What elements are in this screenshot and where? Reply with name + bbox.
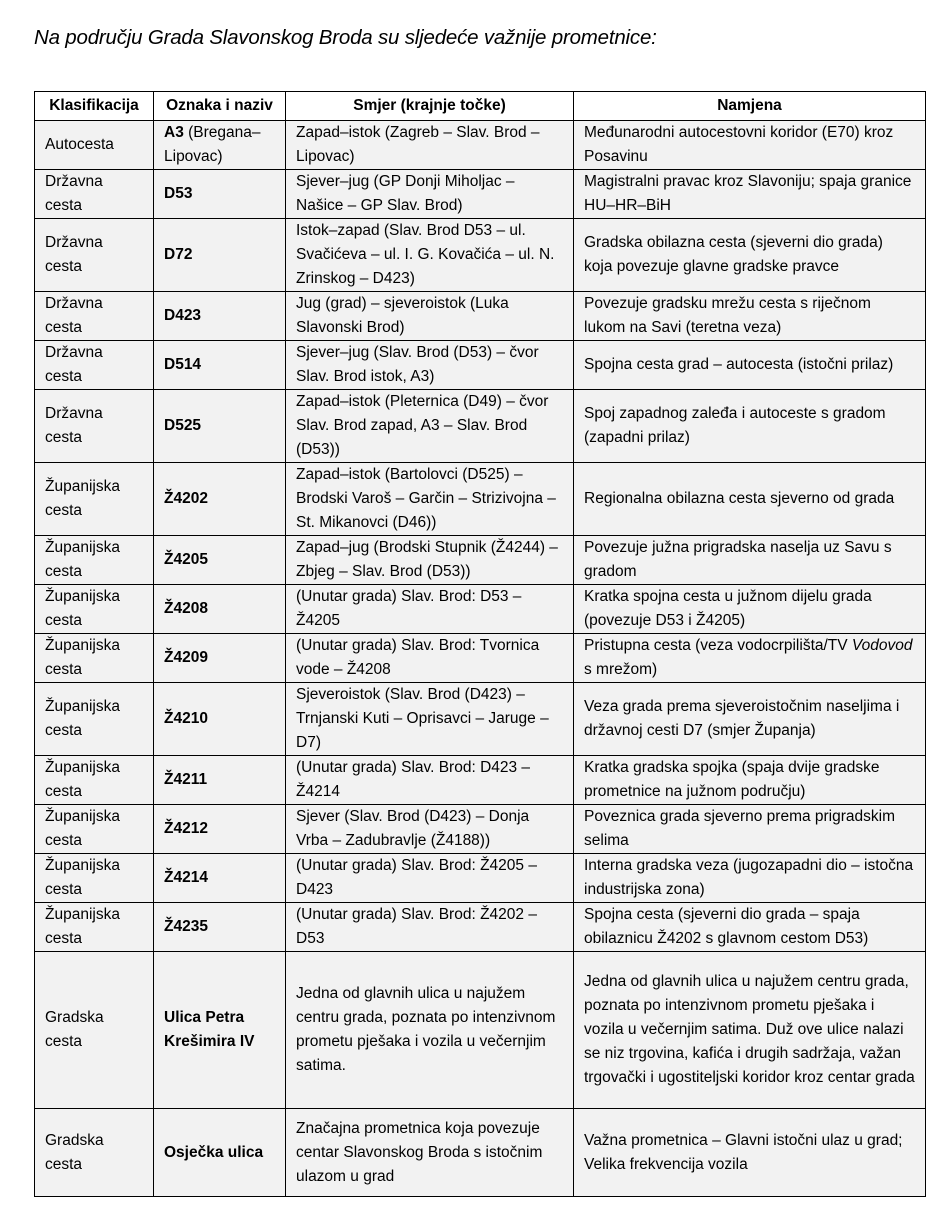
- header-oznaka: Oznaka i naziv: [154, 92, 286, 121]
- cell-klasifikacija: Županijska cesta: [35, 463, 154, 536]
- road-code: Ž4205: [164, 551, 208, 568]
- table-row: [35, 903, 926, 952]
- cell-smjer: Značajna prometnica koja povezuje centar Slavonskog Broda s istočnim ulazom u grad: [286, 1109, 574, 1197]
- cell-oznaka: [154, 390, 286, 463]
- cell-namjena: Jedna od glavnih ulica u najužem centru grada, poznata po intenzivnom prometu pješaka i vozila u večernjim satima. Duž ove ulice nalazi se niz trgovina, kafića i drugih sadržaja, važan trgovački i ugostiteljski koridor kroz centar grada: [574, 952, 926, 1109]
- cell-klasifikacija: Županijska cesta: [35, 585, 154, 634]
- cell-oznaka: [154, 805, 286, 854]
- cell-oznaka: [154, 170, 286, 219]
- cell-oznaka: [154, 683, 286, 756]
- table-row: [35, 805, 926, 854]
- cell-smjer: (Unutar grada) Slav. Brod: Ž4205 – D423: [286, 854, 574, 903]
- cell-klasifikacija: Gradska cesta: [35, 1109, 154, 1197]
- cell-oznaka: [154, 634, 286, 683]
- cell-klasifikacija: Gradska cesta: [35, 952, 154, 1109]
- cell-oznaka: [154, 854, 286, 903]
- table-row: [35, 585, 926, 634]
- road-code: A3: [164, 124, 184, 141]
- road-code: D514: [164, 356, 202, 373]
- road-code: D423: [164, 307, 202, 324]
- road-code: Ž4208: [164, 600, 208, 617]
- cell-oznaka: [154, 292, 286, 341]
- cell-oznaka: [154, 952, 286, 1109]
- cell-namjena: Poveznica grada sjeverno prema prigradskim selima: [574, 805, 926, 854]
- cell-namjena: Veza grada prema sjeveroistočnim naseljima i državnoj cesti D7 (smjer Županja): [574, 683, 926, 756]
- road-code: D53: [164, 185, 193, 202]
- cell-smjer: Sjeveroistok (Slav. Brod (D423) – Trnjanski Kuti – Oprisavci – Jaruge – D7): [286, 683, 574, 756]
- table-row: [35, 683, 926, 756]
- cell-namjena: Gradska obilazna cesta (sjeverni dio grada) koja povezuje glavne gradske pravce: [574, 219, 926, 292]
- cell-smjer: Zapad–istok (Zagreb – Slav. Brod – Lipovac): [286, 121, 574, 170]
- cell-smjer: Zapad–jug (Brodski Stupnik (Ž4244) – Zbjeg – Slav. Brod (D53)): [286, 536, 574, 585]
- table-row: [35, 170, 926, 219]
- cell-namjena: Kratka gradska spojka (spaja dvije gradske prometnice na južnom području): [574, 756, 926, 805]
- cell-smjer: Sjever (Slav. Brod (D423) – Donja Vrba – Zadubravlje (Ž4188)): [286, 805, 574, 854]
- cell-oznaka: [154, 903, 286, 952]
- road-code: D72: [164, 246, 193, 263]
- table-header-row: [35, 92, 926, 121]
- cell-namjena: Povezuje južna prigradska naselja uz Savu s gradom: [574, 536, 926, 585]
- namjena-text: Pristupna cesta (veza vodocrpilišta/TV: [584, 637, 852, 654]
- cell-namjena: Spojna cesta (sjeverni dio grada – spaja obilaznicu Ž4202 s glavnom cestom D53): [574, 903, 926, 952]
- namjena-text: s mrežom): [584, 661, 658, 678]
- table-row: [35, 854, 926, 903]
- cell-namjena: Povezuje gradsku mrežu cesta s riječnom lukom na Savi (teretna veza): [574, 292, 926, 341]
- cell-klasifikacija: Županijska cesta: [35, 805, 154, 854]
- cell-namjena: Magistralni pravac kroz Slavoniju; spaja granice HU–HR–BiH: [574, 170, 926, 219]
- header-namjena: Namjena: [574, 92, 926, 121]
- cell-namjena: Interna gradska veza (jugozapadni dio – istočna industrijska zona): [574, 854, 926, 903]
- table-row: [35, 390, 926, 463]
- road-code: Osječka ulica: [164, 1143, 264, 1161]
- page-title: Na području Grada Slavonskog Broda su sljedeće važnije prometnice:: [34, 26, 657, 49]
- table-row: [35, 952, 926, 1109]
- header-klasifikacija: Klasifikacija: [35, 92, 154, 121]
- cell-namjena: Spojna cesta grad – autocesta (istočni prilaz): [574, 341, 926, 390]
- cell-oznaka: [154, 585, 286, 634]
- table-row: [35, 292, 926, 341]
- cell-klasifikacija: Županijska cesta: [35, 756, 154, 805]
- road-code: Ž4212: [164, 820, 208, 837]
- cell-oznaka: [154, 121, 286, 170]
- road-code: Ž4211: [164, 771, 208, 788]
- table-row: [35, 756, 926, 805]
- cell-klasifikacija: Državna cesta: [35, 292, 154, 341]
- table-row: [35, 121, 926, 170]
- header-smjer: Smjer (krajnje točke): [286, 92, 574, 121]
- cell-smjer: Sjever–jug (Slav. Brod (D53) – čvor Slav. Brod istok, A3): [286, 341, 574, 390]
- roads-table: [34, 91, 926, 1197]
- cell-klasifikacija: Županijska cesta: [35, 634, 154, 683]
- cell-oznaka: [154, 1109, 286, 1197]
- road-code: Ž4214: [164, 869, 208, 886]
- cell-oznaka: [154, 341, 286, 390]
- cell-klasifikacija: Županijska cesta: [35, 854, 154, 903]
- table-row: [35, 341, 926, 390]
- cell-namjena: Spoj zapadnog zaleđa i autoceste s gradom (zapadni prilaz): [574, 390, 926, 463]
- table-row: [35, 219, 926, 292]
- cell-smjer: Zapad–istok (Pleternica (D49) – čvor Slav. Brod zapad, A3 – Slav. Brod (D53)): [286, 390, 574, 463]
- cell-oznaka: [154, 219, 286, 292]
- cell-oznaka: [154, 463, 286, 536]
- cell-smjer: Sjever–jug (GP Donji Miholjac – Našice – GP Slav. Brod): [286, 170, 574, 219]
- road-code: Ž4235: [164, 918, 208, 935]
- table-row: [35, 634, 926, 683]
- cell-namjena: Regionalna obilazna cesta sjeverno od grada: [574, 463, 926, 536]
- road-code: Ulica Petra Krešimira IV: [164, 1009, 255, 1050]
- cell-smjer: Zapad–istok (Bartolovci (D525) – Brodski Varoš – Garčin – Strizivojna – St. Mikanovci (D46)): [286, 463, 574, 536]
- namjena-italic-text: Vodovod: [851, 637, 913, 654]
- cell-smjer: (Unutar grada) Slav. Brod: D53 – Ž4205: [286, 585, 574, 634]
- cell-klasifikacija: Državna cesta: [35, 219, 154, 292]
- cell-oznaka: [154, 536, 286, 585]
- road-code: Ž4210: [164, 710, 208, 727]
- cell-klasifikacija: Županijska cesta: [35, 683, 154, 756]
- cell-klasifikacija: Autocesta: [35, 121, 154, 170]
- cell-smjer: Jedna od glavnih ulica u najužem centru grada, poznata po intenzivnom prometu pješaka i vozila u večernjim satima.: [286, 952, 574, 1109]
- cell-namjena: [574, 634, 926, 683]
- road-name: (Bregana–Lipovac): [164, 124, 261, 165]
- cell-smjer: (Unutar grada) Slav. Brod: Tvornica vode – Ž4208: [286, 634, 574, 683]
- cell-klasifikacija: Državna cesta: [35, 170, 154, 219]
- table-row: [35, 1109, 926, 1197]
- cell-smjer: Istok–zapad (Slav. Brod D53 – ul. Svačićeva – ul. I. G. Kovačića – ul. N. Zrinskog – D423): [286, 219, 574, 292]
- cell-oznaka: [154, 756, 286, 805]
- cell-klasifikacija: Županijska cesta: [35, 903, 154, 952]
- road-code: D525: [164, 417, 202, 434]
- cell-klasifikacija: Državna cesta: [35, 390, 154, 463]
- cell-namjena: Važna prometnica – Glavni istočni ulaz u grad; Velika frekvencija vozila: [574, 1109, 926, 1197]
- cell-smjer: (Unutar grada) Slav. Brod: Ž4202 – D53: [286, 903, 574, 952]
- cell-smjer: Jug (grad) – sjeveroistok (Luka Slavonski Brod): [286, 292, 574, 341]
- road-code: Ž4209: [164, 649, 208, 666]
- table-row: [35, 536, 926, 585]
- cell-namjena: Kratka spojna cesta u južnom dijelu grada (povezuje D53 i Ž4205): [574, 585, 926, 634]
- cell-smjer: (Unutar grada) Slav. Brod: D423 – Ž4214: [286, 756, 574, 805]
- table-row: [35, 463, 926, 536]
- cell-klasifikacija: Državna cesta: [35, 341, 154, 390]
- road-code: Ž4202: [164, 490, 208, 507]
- cell-namjena: Međunarodni autocestovni koridor (E70) kroz Posavinu: [574, 121, 926, 170]
- cell-klasifikacija: Županijska cesta: [35, 536, 154, 585]
